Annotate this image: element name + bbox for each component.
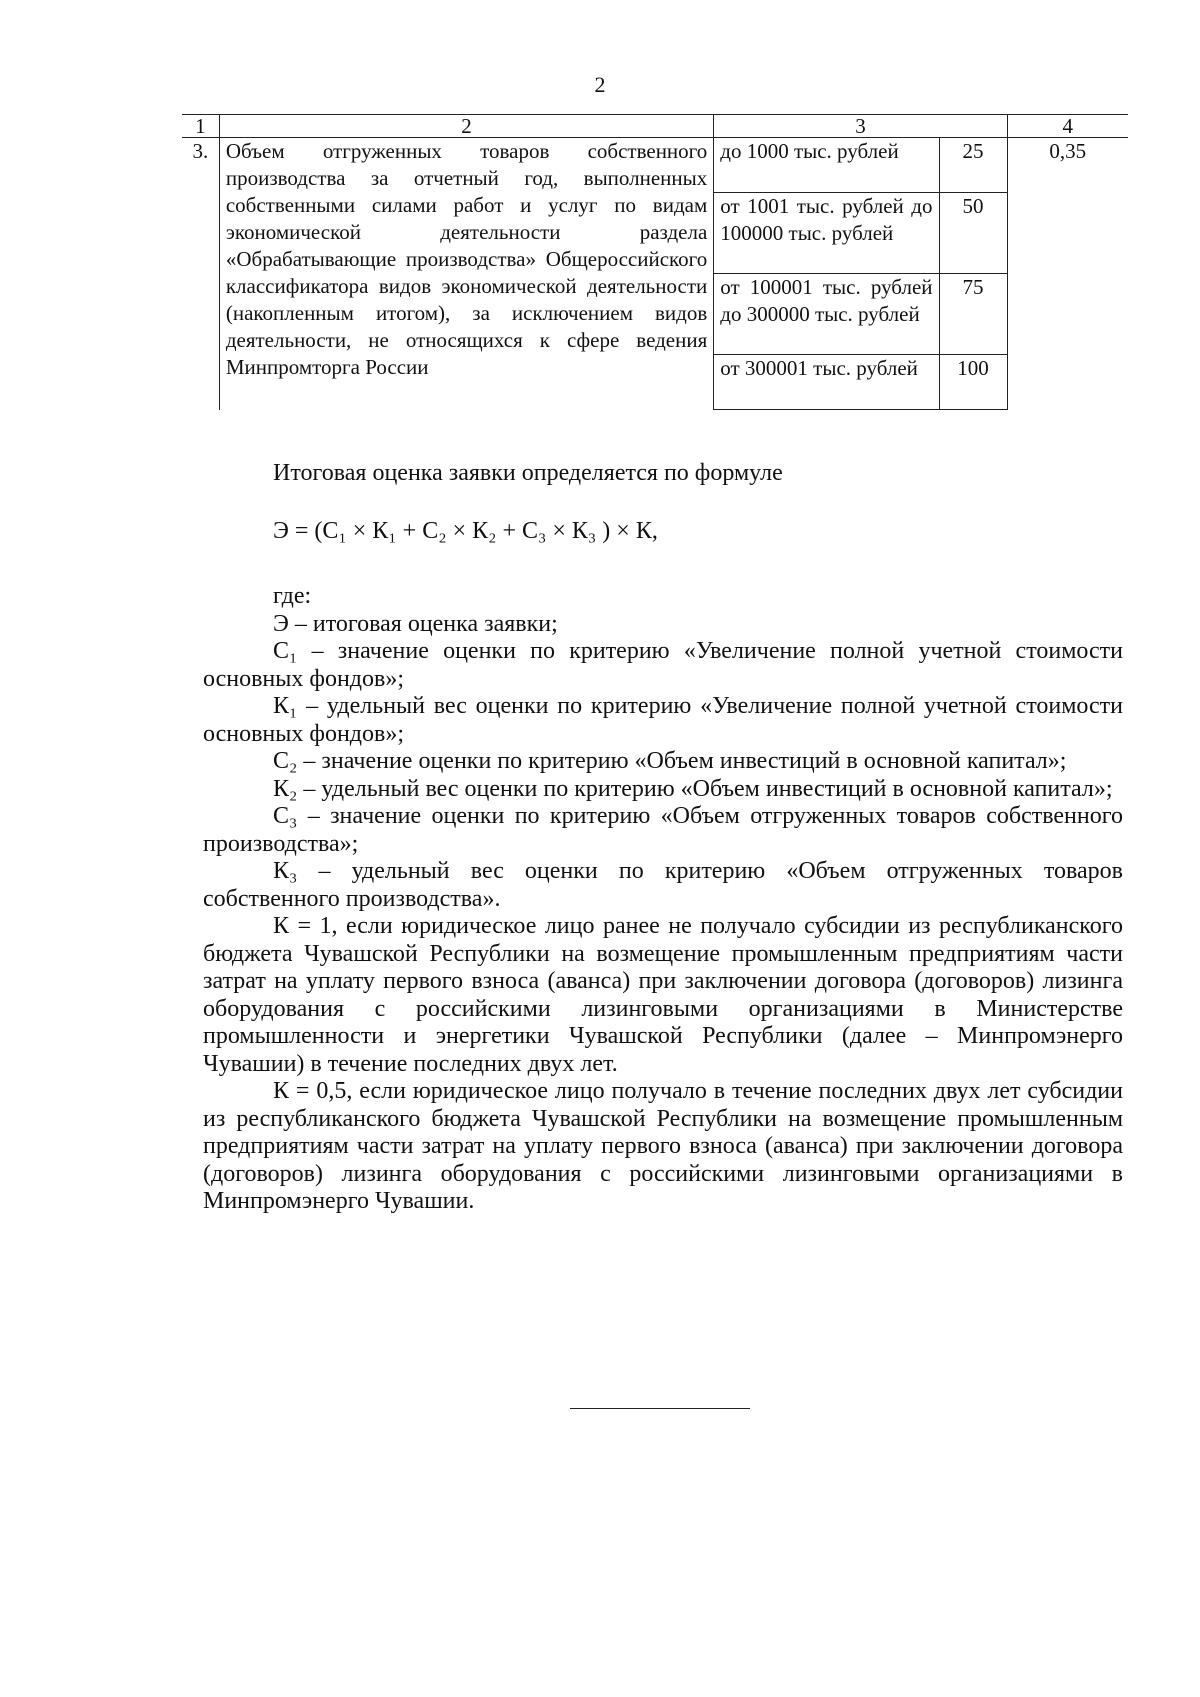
where-label: где: xyxy=(273,583,312,609)
criterion-weight: 0,35 xyxy=(1007,138,1128,410)
definition-k-equals-0-5: К = 0,5, если юридическое лицо получало в течение последних двух лет субсидии из республиканского бюджета Чувашской Республики на возмещение промышленным предприятиям части затрат на уплату первого взноса (аванса) при заключении договора (договоров) лизинга оборудования с российскими лизинговыми организациями в Минпромэнерго Чувашии. xyxy=(203,1078,1123,1214)
definition-k-equals-1: К = 1, если юридическое лицо ранее не получало субсидии из республиканского бюджета Чувашской Республики на возмещение промышленным предприятиям части затрат на уплату первого взноса (аванса) при заключении договора (договоров) лизинга оборудования с российскими лизинговыми организациями в Министерстве промышленности и энергетики Чувашской Республики (далее – Минпромэнерго Чувашии) в течение последних двух лет. xyxy=(203,913,1123,1077)
definition-k1: К₁ – удельный вес оценки по критерию «Увеличение полной учетной стоимости основных фондов»; xyxy=(203,693,1123,747)
definition-e: Э – итоговая оценка заявки; xyxy=(273,610,558,637)
header-col-2: 2 xyxy=(219,115,713,138)
header-col-3: 3 xyxy=(714,115,1007,138)
range-score: 75 xyxy=(939,274,1007,355)
header-col-1: 1 xyxy=(182,115,219,138)
formula: Э = (С₁ × К₁ + С₂ × К₂ + С₃ × К₃ ) × К, xyxy=(273,517,658,544)
formula-intro: Итоговая оценка заявки определяется по формуле xyxy=(273,460,783,486)
range-score: 100 xyxy=(939,355,1007,410)
definition-k3: К₃ – удельный вес оценки по критерию «Объем отгруженных товаров собственного производства». xyxy=(203,858,1123,912)
row-number: 3. xyxy=(182,138,219,410)
definition-k2: К₂ – удельный вес оценки по критерию «Объем инвестиций в основной капитал»; xyxy=(273,775,1113,802)
definition-c3: С₃ – значение оценки по критерию «Объем отгруженных товаров собственного производства»; xyxy=(203,803,1123,857)
range-label: до 1000 тыс. рублей xyxy=(714,138,939,193)
criteria-table xyxy=(182,114,1128,410)
table-row xyxy=(182,138,1128,193)
definition-c1: С₁ – значение оценки по критерию «Увеличение полной учетной стоимости основных фондов»; xyxy=(203,638,1123,692)
table-header-row xyxy=(182,115,1128,138)
range-score: 25 xyxy=(939,138,1007,193)
header-col-4: 4 xyxy=(1007,115,1128,138)
range-label: от 100001 тыс. рублей до 300000 тыс. рублей xyxy=(714,274,939,355)
criterion-text: Объем отгруженных товаров собственного производства за отчетный год, выполненных собственными силами работ и услуг по видам экономической деятельности раздела «Обрабатывающие производства» Общероссийского классификатора видов экономической деятельности (накопленным итогом), за исключением видов деятельности, не относящихся к сфере ведения Минпромторга России xyxy=(219,138,713,410)
range-label: от 300001 тыс. рублей xyxy=(714,355,939,410)
page-number: 2 xyxy=(594,72,606,97)
range-label: от 1001 тыс. рублей до 100000 тыс. рублей xyxy=(714,193,939,274)
range-score: 50 xyxy=(939,193,1007,274)
document-body xyxy=(203,460,1123,1216)
closing-rule xyxy=(570,1408,750,1409)
definition-c2: С₂ – значение оценки по критерию «Объем инвестиций в основной капитал»; xyxy=(273,748,1067,774)
